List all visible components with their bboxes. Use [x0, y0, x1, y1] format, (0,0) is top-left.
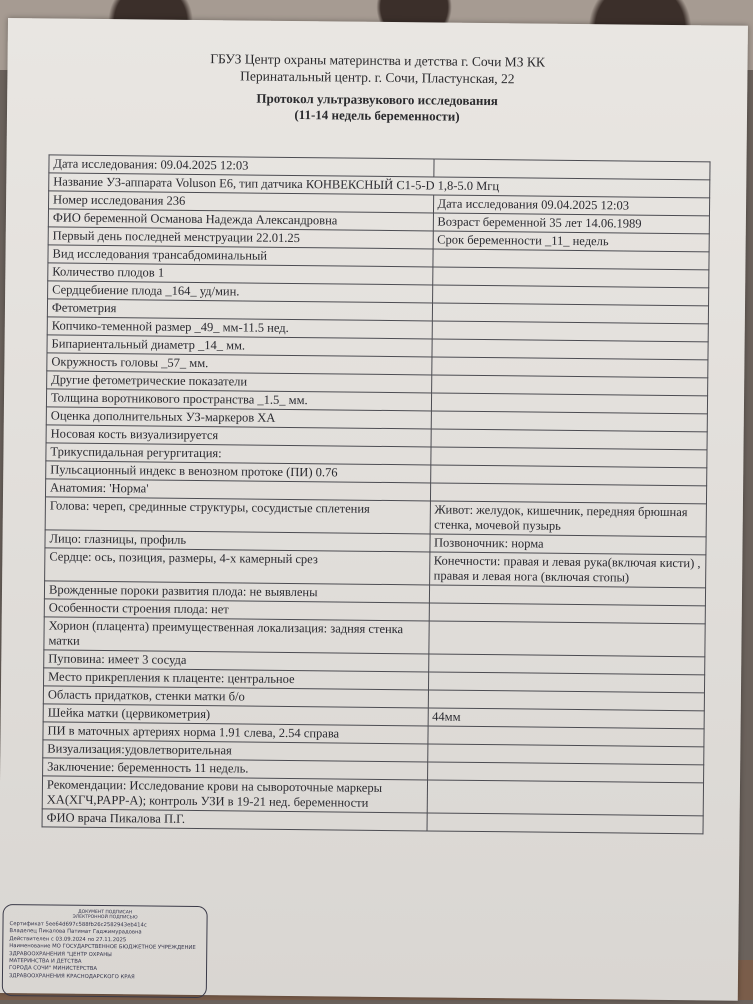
report-table-body [42, 155, 710, 834]
row-label-cell: ФИО врача Пикалова П.Г. [42, 809, 427, 831]
row-label-cell: Вид исследования трансабдоминальный [48, 245, 433, 267]
row-value-cell: Конечности: правая и левая рука(включая кисти) , правая и левая нога (включая стопы) [429, 552, 706, 588]
row-value-cell: Позвоночник: норма [429, 534, 706, 555]
row-label-cell: Другие фетометрические показатели [47, 371, 432, 393]
report-table [42, 154, 711, 834]
stamp-line: Владелец Пикалова Патимат Гаджимурадовна [9, 928, 142, 936]
row-label-cell: Бипариентальный диаметр _14_ мм. [47, 335, 432, 357]
row-label-cell: Пульсационный индекс в венозном протоке (ПИ) 0.76 [46, 461, 431, 483]
subtitle-line: (11-14 недель беременности) [294, 107, 460, 124]
row-label-cell: Лицо: глазницы, профиль [45, 530, 430, 552]
row-value-cell [427, 780, 704, 816]
stamp-line: ГОРОДА СОЧИ" МИНИСТЕРСТВА [9, 965, 98, 973]
row-label-cell: Место прикрепления к плаценте: центральное [44, 668, 429, 690]
row-label-cell: Пуповина: имеет 3 сосуда [44, 650, 429, 672]
row-label-cell: Толщина воротникового пространства _1.5_ мм. [46, 389, 431, 411]
row-label-cell: Визуализация:удовлетворительная [43, 740, 428, 762]
stamp-line: ЗДРАВООХРАНЕНИЯ КРАСНОДАРСКОГО КРАЯ [8, 972, 135, 981]
stamp-header-line: ЭЛЕКТРОННОЙ ПОДПИСЬЮ [72, 914, 138, 921]
row-label-cell: Сердце: ось, позиция, размеры, 4-х камерный срез [45, 548, 430, 585]
row-value-cell: Живот: желудок, кишечник, передняя брюшная стенка, мочевой пузырь [430, 501, 707, 537]
row-value-cell: Срок беременности _11_ недель [433, 231, 710, 252]
stamp-header [10, 909, 201, 921]
row-label-cell: Первый день последней менструации 22.01.25 [48, 227, 433, 249]
stamp-line: Наименование МО ГОСУДАРСТВЕННОЕ БЮДЖЕТНОЕ УЧРЕЖДЕНИЕ [9, 943, 196, 952]
row-value-cell [427, 813, 704, 834]
stamp-line: МАТЕРИНСТВА И ДЕТСТВА [9, 958, 82, 965]
document-title [7, 88, 747, 128]
row-label-cell: Врожденные пороки развития плода: не выявлены [44, 581, 429, 603]
row-label-cell: Анатомия: 'Норма' [45, 479, 430, 501]
row-label-cell: Фетометрия [47, 299, 432, 321]
institution-address: Перинатальный центр. г. Сочи, Пластунская, 22 [240, 68, 515, 87]
institution-header [7, 48, 747, 90]
e-signature-stamp [2, 904, 208, 998]
row-value-cell: Дата исследования 09.04.2025 12:03 [433, 195, 710, 216]
row-value-cell: Возраст беременной 35 лет 14.06.1989 [433, 213, 710, 234]
row-label-cell: ФИО беременной Османова Надежда Александровна [48, 209, 433, 231]
row-label-cell: Номер исследования 236 [49, 191, 434, 213]
document-sheet [0, 18, 748, 1001]
row-label-cell: Дата исследования: 09.04.2025 12:03 [49, 155, 434, 177]
stamp-line: Действителен с 03.09.2024 по 27.11.2025 [9, 935, 127, 944]
stamp-header-line: ДОКУМЕНТ ПОДПИСАН [78, 909, 133, 916]
row-label-cell: Окружность головы _57_ мм. [47, 353, 432, 375]
title-line: Протокол ультразвукового исследования [256, 90, 498, 109]
row-label-cell: Название УЗ-аппарата Voluson E6, тип датчика КОНВЕКСНЫЙ C1-5-D 1,8-5.0 Мгц [49, 173, 710, 198]
stamp-line: Сертификат 5ee64d697c588fb26c2582943eb414c [9, 921, 147, 929]
row-label-cell: Область придатков, стенки матки б/о [43, 686, 428, 708]
row-label-cell: Заключение: беременность 11 недель. [43, 758, 428, 780]
row-label-cell: Копчико-теменной размер _49_ мм-11.5 нед. [47, 317, 432, 339]
row-label-cell: Носовая кость визуализируется [46, 425, 431, 447]
row-label-cell: Количество плодов 1 [48, 263, 433, 285]
institution-name: ГБУЗ Центр охраны материнства и детства г. Сочи МЗ КК [210, 51, 545, 70]
row-label-cell: Рекомендации: Исследование крови на сывороточные маркеры ХА(ХГЧ,PAPP-A); контроль УЗИ в 19-21 нед. беременности [42, 776, 427, 813]
row-label-cell: Хорион (плацента) преимущественная локализация: задняя стенка матки [44, 617, 429, 654]
row-value-cell [428, 621, 705, 657]
row-label-cell: Шейка матки (цервикометрия) [43, 704, 428, 726]
row-label-cell: Трикуспидальная регургитация: [46, 443, 431, 465]
row-label-cell: Особенности строения плода: нет [44, 599, 429, 621]
row-label-cell: Оценка дополнительных УЗ-маркеров ХА [46, 407, 431, 429]
row-label-cell: Сердцебиение плода _164_ уд/мин. [48, 281, 433, 303]
stamp-line: ЗДРАВООХРАНЕНИЯ "ЦЕНТР ОХРАНЫ [9, 950, 112, 958]
row-value-cell: 44мм [428, 708, 705, 729]
row-label-cell: ПИ в маточных артериях норма 1.91 слева, 2.54 справа [43, 722, 428, 744]
row-label-cell: Голова: череп, срединные структуры, сосудистые сплетения [45, 497, 430, 534]
